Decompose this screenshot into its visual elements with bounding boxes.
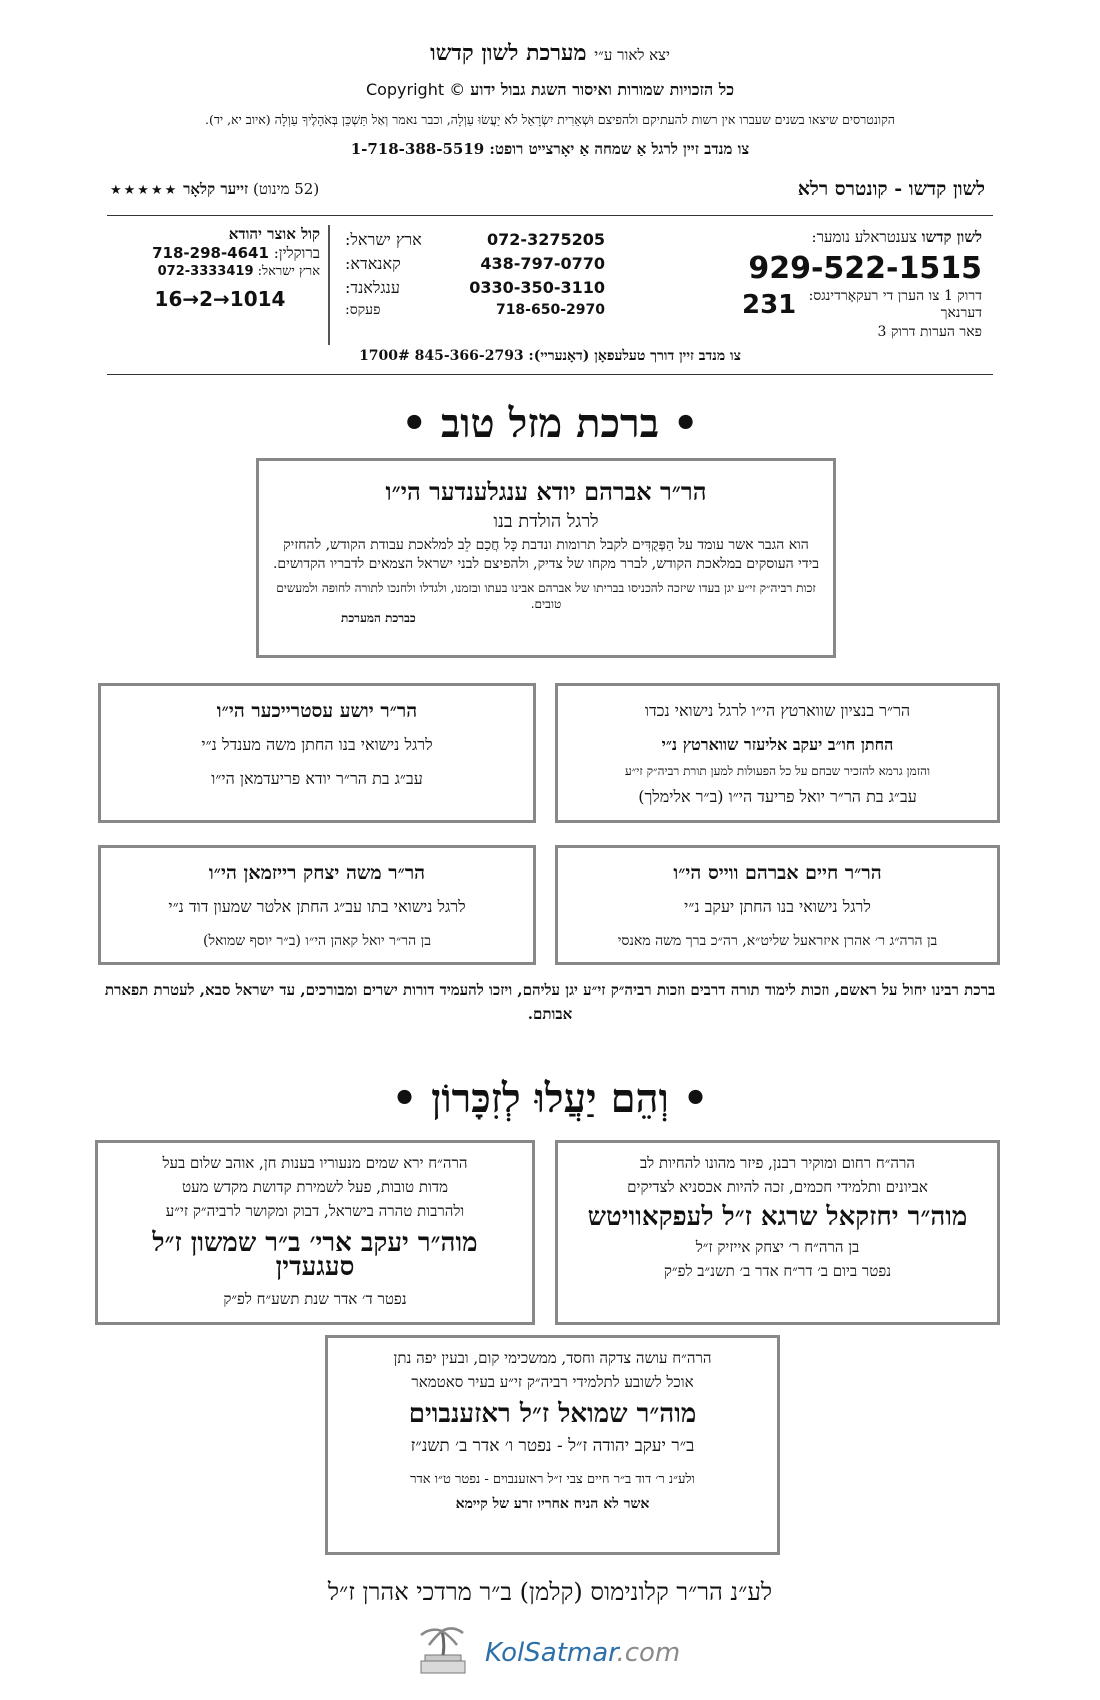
phone-row xyxy=(345,302,605,319)
notice-line: הקונטרסים שיצאו בשנים שעברו אין רשות להעתיקם ולהפיצם וּשְׁאֵרִית יִשְׂרָאֵל לֹא יַעֲשׂוּ עַוְלָה, וכבר נאמר וְאַל תַּשְׁכֵּן בְּאֹהָלֶיךָ עַוְלָה (איוב יא, יד). xyxy=(204,112,896,127)
phone-number[interactable]: 0330-350-3110 xyxy=(469,278,605,297)
star-rating: ★★★★★ xyxy=(110,183,179,198)
memorial-box xyxy=(95,1140,535,1325)
announcement-name: הר״ר אברהם יודא ענגלענדער הי״ו xyxy=(385,477,707,506)
phone-country: ארץ ישראל: xyxy=(345,230,422,249)
memorial-line: בן הרה״ח ר׳ יצחק אייזיק ז״ל xyxy=(695,1238,860,1256)
blessing-text: ברכת רבינו יחול על ראשם, וזכות לימוד תורה דרבים וזכות רביה״ק זי״ע יגן עליהם, ויזכו להעמיד דורות ישרים ומבורכים, עד ישראל סבא, לעטרת תפארת אבותם. xyxy=(104,981,996,1023)
box-line: הר״ר בנציון שווארטץ הי״ו לרגל נישואי נכדו xyxy=(644,701,911,720)
logo-name: KolSatmar xyxy=(485,1638,617,1668)
press3-instruction: פאר הערות דרוק 3 xyxy=(877,324,982,340)
box-line: לרגל נישואי בתו עב״ג החתן אלטר שמעון דוד נ״י xyxy=(168,897,466,916)
kuntres-title: לשון קדשו - קונטרס רלא xyxy=(797,178,985,200)
memorial-line: נפטר ביום ב׳ דר״ח אדר ב׳ תשנ״ב לפ״ק xyxy=(663,1262,892,1280)
section-title-memorial: • וְהֵם יַעֲלוּ לְזִכָּרוֹן • xyxy=(391,1075,709,1122)
kol-otzar-block xyxy=(120,225,320,311)
central-number[interactable]: 929-522-1515 xyxy=(748,251,982,286)
phone-number[interactable]: 718-298-4641 xyxy=(152,244,269,262)
box-line: לרגל נישואי בנו החתן יעקב נ״י xyxy=(684,897,871,916)
mazel-tov-box xyxy=(98,683,536,823)
phone-row xyxy=(345,230,605,250)
memorial-line: אביונים ותלמידי חכמים, זכה להיות אכסניא לצדיקים xyxy=(627,1178,928,1196)
mazel-tov-box xyxy=(98,845,536,965)
phone-number[interactable]: 718-650-2970 xyxy=(495,302,605,318)
box-line: הר״ר משה יצחק רייזמאן הי״ו xyxy=(208,862,426,884)
central-number-block xyxy=(742,228,982,341)
memorial-name: מוה״ר יחזקאל שרגא ז״ל לעפקאוויטש xyxy=(587,1202,968,1232)
box-line: עב״ג בת הר״ר יואל פריעד הי״ו (ב״ר אלימלך) xyxy=(638,787,917,806)
copyright-text: Copyright © xyxy=(365,80,466,99)
logo-domain: .com xyxy=(616,1638,681,1668)
memorial-line: נפטר ד׳ אדר שנת תשע״ח לפ״ק xyxy=(223,1290,407,1308)
memorial-line: הרה״ח עושה צדקה וחסד, ממשכימי קום, ובעין יפה נתן xyxy=(393,1349,712,1367)
announcement-occasion: לרגל הולדת בנו xyxy=(493,511,599,532)
phone-country: ארץ ישראל: xyxy=(257,264,320,279)
memorial-line: ולע״נ ר׳ דוד ב״ר חיים צבי ז״ל ראזענבוים - נפטר ט״ו אדר xyxy=(410,1472,695,1487)
announcement-signature: כברכת המערכת xyxy=(341,611,416,625)
section-title-mazel-tov: • ברכת מזל טוב • xyxy=(401,400,699,447)
box-line: עב״ג בת הר״ר יודא פריעדמאן הי״ו xyxy=(211,769,423,788)
main-announcement-box xyxy=(256,458,836,658)
donation-line: צו מנדב זיין דורך טעלעפאָן (דאָנעריי): 845-366-2793 1700# xyxy=(359,348,741,364)
phone-country: קאנאדא: xyxy=(345,254,401,273)
box-line: בן הר״ר יואל קאהן הי״ו (ב״ר יוסף שמואל) xyxy=(202,933,431,949)
memorial-line: אשר לא הניח אחריו זרע של קיימא xyxy=(455,1496,650,1512)
memorial-line: אוכל לשובע לתלמידי רביה״ק זי״ע בעיר סאטמאר xyxy=(411,1373,694,1391)
memorial-line: ולהרבות טהרה בישראל, דבוק ומקושר לרביה״ק זי״ע xyxy=(165,1202,465,1220)
duration: (52 מינוט) xyxy=(253,180,320,198)
box-line: והזמן גרמא להזכיר שבחם על כל הפעולות למען תורת רביה״ק זי״ע xyxy=(624,764,931,778)
memorial-line: ב״ר יעקב יהודה ז״ל - נפטר ו׳ אדר ב׳ תשנ״ז xyxy=(410,1436,695,1456)
announcement-text: הוא הגבר אשר עומד על הַפְּקֻדִּים לקבל תרומות ונדבת כָּל חֲכַם לֵב למלאכת עבודת הקודש, להחזיק בידי העוסקים במלאכת הקודש, לברר מקחו של צדיק, ולהפיצם לבני ישראל הצמאים לדבריו הקדושים. xyxy=(272,537,820,572)
mazel-tov-box xyxy=(555,845,1000,965)
phone-number[interactable]: 438-797-0770 xyxy=(480,254,605,273)
press1-instruction: דרוק 1 צו הערן די רעקאָרדינגס: דערנאך xyxy=(808,288,982,321)
leiluy-nishmas-line: לע״נ הר״ר קלונימוס (קלמן) ב״ר מרדכי אהרן ז״ל xyxy=(327,1578,773,1606)
memorial-line: הרה״ח רחום ומוקיר רבנן, פיזר מהונו להחיות לב xyxy=(639,1154,916,1172)
international-numbers xyxy=(345,230,605,323)
central-sublabel: צענטראלע נומער: xyxy=(811,228,917,246)
kol-otzar-title: קול אוצר יהודא xyxy=(228,225,320,243)
memorial-line: הרה״ח ירא שמים מנעוריו בענות חן, אוהב שלום בעל xyxy=(162,1154,468,1172)
palm-tree-icon xyxy=(415,1625,475,1677)
memorial-box xyxy=(555,1140,1000,1325)
announcement-wish: זכות רביה״ק זי״ע יגן בעדו שיזכה להכניסו בבריתו של אברהם אבינו בעתו ובזמנו, ולגדלו ולחנכו לתורה לחופה ולמעשים טובים. xyxy=(276,581,816,611)
memorial-box xyxy=(325,1335,780,1555)
publisher-small: יצא לאור ע״י xyxy=(594,46,670,64)
extension-path: 16→2→1014 xyxy=(154,287,286,311)
phone-country: ענגלאנד: xyxy=(345,278,400,297)
phone-row xyxy=(345,278,605,298)
mazel-tov-box xyxy=(555,683,1000,823)
phone-number[interactable]: 072-3275205 xyxy=(487,230,605,249)
publisher-name: מערכת לשון קדשו xyxy=(430,40,587,66)
box-line: בן הרה״ג ר׳ אהרן איזראעל שליט״א, רה״כ ברך משה מאנסי xyxy=(617,933,938,949)
box-line: החתן חו״ב יעקב אליעזר שווארטץ נ״י xyxy=(661,735,894,754)
memorial-name: מוה״ר שמואל ז״ל ראזענבוים xyxy=(408,1399,697,1429)
phone-number[interactable]: 072-3333419 xyxy=(157,264,254,279)
memorial-line: מדות טובות, פעל לשמירת קדושת מקדש מעט xyxy=(182,1178,448,1196)
memorial-name: מוה״ר יעקב ארי׳ ב״ר שמשון ז״ל סעגעדין xyxy=(152,1228,478,1282)
yahrzeit-line: צו מנדב זיין לרגל אַ שמחה אַ יאָרצייט רופט: 1-718-388-5519 xyxy=(350,140,750,158)
recording-number: 231 xyxy=(742,290,797,320)
phone-country: פעקס: xyxy=(345,302,381,318)
rights-text: כל הזכויות שמורות ואיסור השגת גבול ידוע xyxy=(470,80,735,99)
divider xyxy=(328,225,330,345)
publisher-line xyxy=(0,40,1100,66)
phone-country: ברוקלין: xyxy=(273,244,320,262)
central-label: לשון קדשו xyxy=(921,228,982,246)
rating-line xyxy=(110,180,319,199)
box-line: הר״ר יושע עסטרייכער הי״ו xyxy=(216,700,418,722)
kolsatmar-text[interactable] xyxy=(485,1638,680,1668)
box-line: לרגל נישואי בנו החתן משה מענדל נ״י xyxy=(201,735,433,754)
phone-row xyxy=(345,254,605,274)
copyright-line xyxy=(0,80,1100,100)
box-line: הר״ר חיים אברהם ווייס הי״ו xyxy=(673,862,882,884)
clarity-label: זייער קלאָר xyxy=(183,180,249,198)
